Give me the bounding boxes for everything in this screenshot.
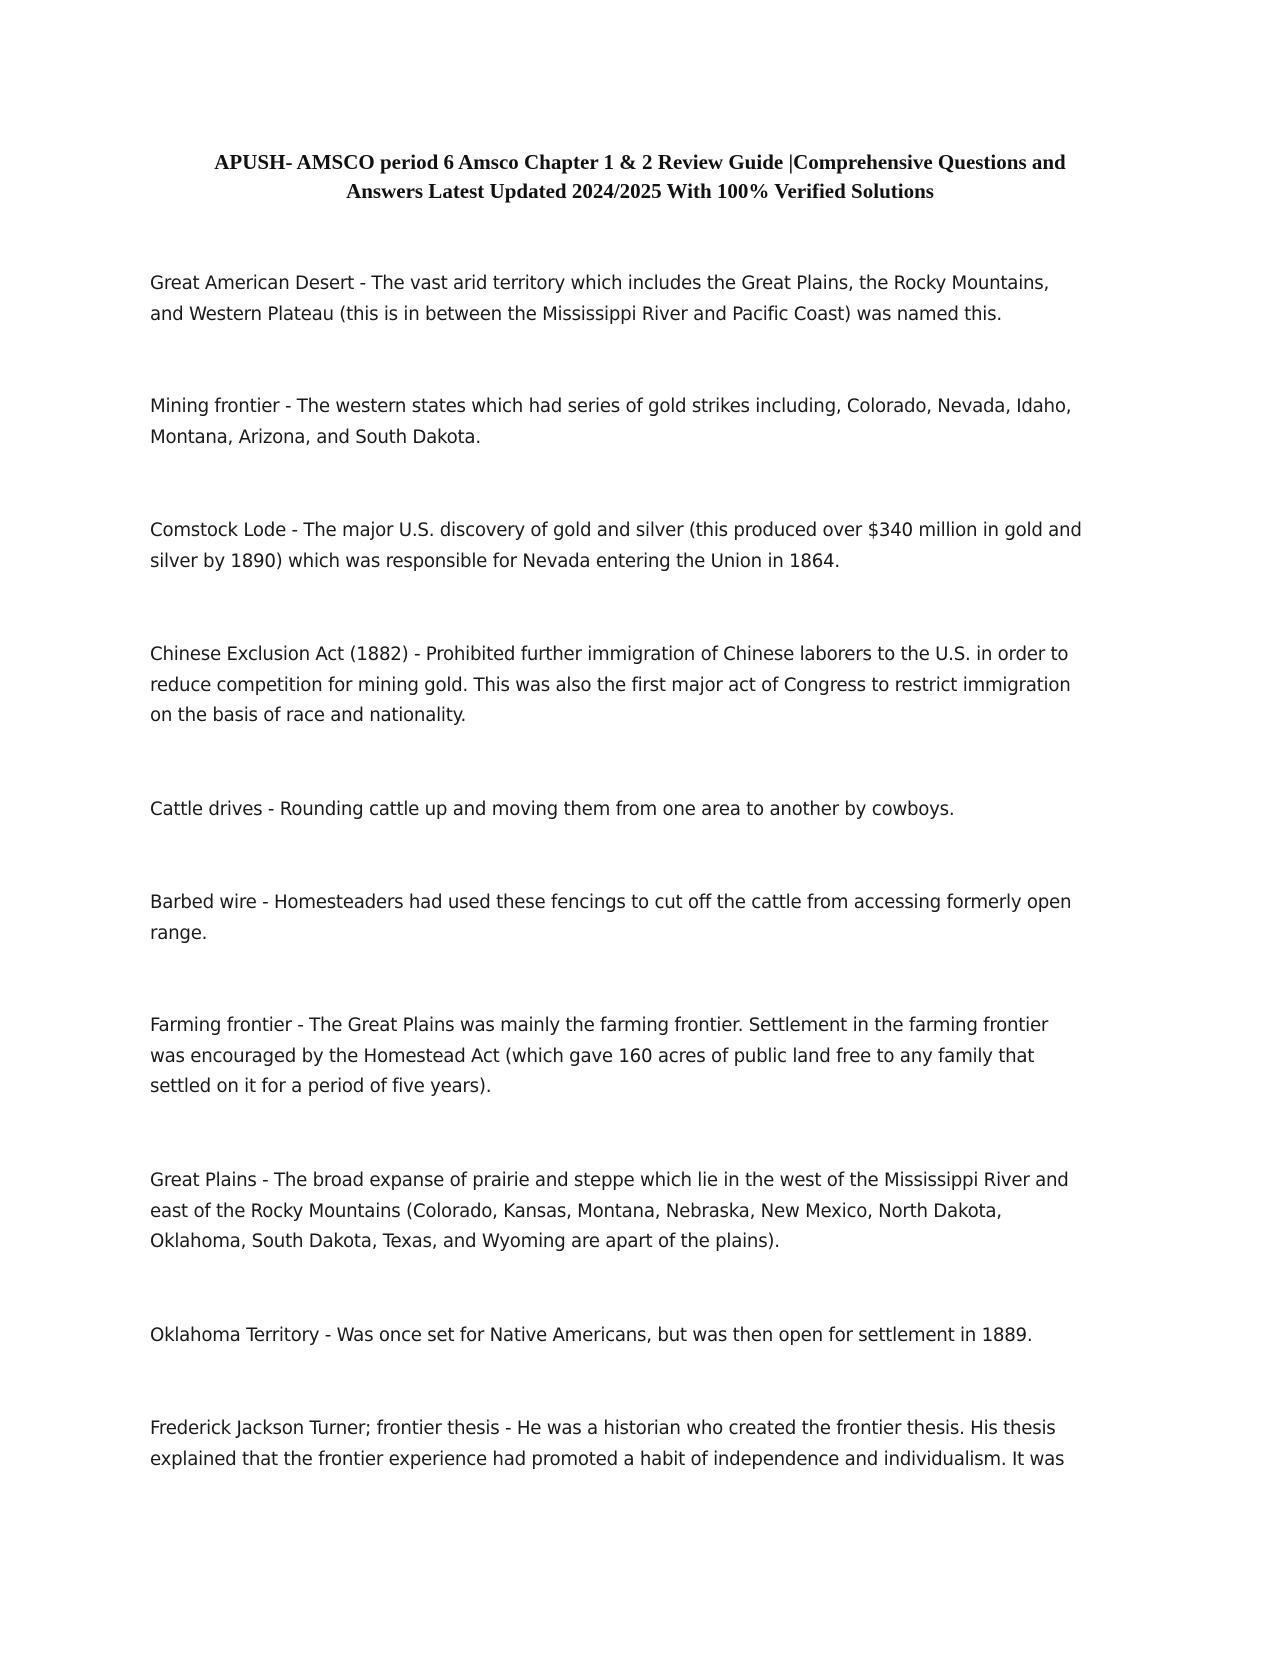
entry-line: Great American Desert - The vast arid territory which includes the Great Plains, the Rocky Mountains,: [150, 273, 1050, 294]
entry-comstock-lode: [150, 516, 1150, 577]
entry-line: Oklahoma, South Dakota, Texas, and Wyoming are apart of the plains).: [150, 1231, 780, 1252]
entry-line: Oklahoma Territory - Was once set for Native Americans, but was then open for settlement in 1889.: [150, 1325, 1033, 1346]
entry-line: Farming frontier - The Great Plains was mainly the farming frontier. Settlement in the farming frontier: [150, 1015, 1049, 1036]
document-title: [140, 148, 1140, 206]
entry-oklahoma-territory: [150, 1321, 1150, 1352]
entry-line: settled on it for a period of five years).: [150, 1076, 492, 1097]
entry-line: Cattle drives - Rounding cattle up and moving them from one area to another by cowboys.: [150, 799, 955, 820]
entry-barbed-wire: [150, 888, 1150, 949]
entry-line: Great Plains - The broad expanse of prairie and steppe which lie in the west of the Mississippi River and: [150, 1170, 1069, 1191]
entry-line: explained that the frontier experience had promoted a habit of independence and individualism. It was: [150, 1448, 1065, 1470]
entry-line: Barbed wire - Homesteaders had used these fencings to cut off the cattle from accessing formerly open: [150, 892, 1072, 913]
entry-line: reduce competition for mining gold. This was also the first major act of Congress to restrict immigration: [150, 674, 1071, 696]
entry-line: silver by 1890) which was responsible for Nevada entering the Union in 1864.: [150, 550, 840, 572]
entry-line: Mining frontier - The western states which had series of gold strikes including, Colorado, Nevada, Idaho,: [150, 396, 1072, 417]
entry-chinese-exclusion-act: [150, 640, 1150, 732]
entry-line: east of the Rocky Mountains (Colorado, Kansas, Montana, Nebraska, New Mexico, North Dakota,: [150, 1200, 1002, 1222]
entry-frederick-jackson-turner: [150, 1414, 1150, 1475]
entry-line: range.: [150, 922, 208, 944]
entry-farming-frontier: [150, 1011, 1150, 1103]
entry-line: Frederick Jackson Turner; frontier thesis - He was a historian who created the frontier thesis. His thesis: [150, 1418, 1056, 1439]
title-line-2: Answers Latest Updated 2024/2025 With 100% Verified Solutions: [346, 179, 934, 203]
entry-great-plains: [150, 1166, 1150, 1258]
entry-great-american-desert: [150, 269, 1150, 330]
entry-line: on the basis of race and nationality.: [150, 705, 467, 726]
entry-line: Chinese Exclusion Act (1882) - Prohibited further immigration of Chinese laborers to the U.S. in order to: [150, 644, 1069, 665]
entry-line: Comstock Lode - The major U.S. discovery of gold and silver (this produced over $340 million in gold and: [150, 520, 1082, 541]
entry-line: was encouraged by the Homestead Act (which gave 160 acres of public land free to any family that: [150, 1045, 1035, 1067]
entry-line: and Western Plateau (this is in between the Mississippi River and Pacific Coast) was named this.: [150, 303, 1002, 325]
title-line-1: APUSH- AMSCO period 6 Amsco Chapter 1 & 2 Review Guide |Comprehensive Questions and: [214, 150, 1066, 174]
entry-mining-frontier: [150, 392, 1150, 453]
entry-cattle-drives: [150, 795, 1150, 826]
entry-line: Montana, Arizona, and South Dakota.: [150, 426, 481, 448]
